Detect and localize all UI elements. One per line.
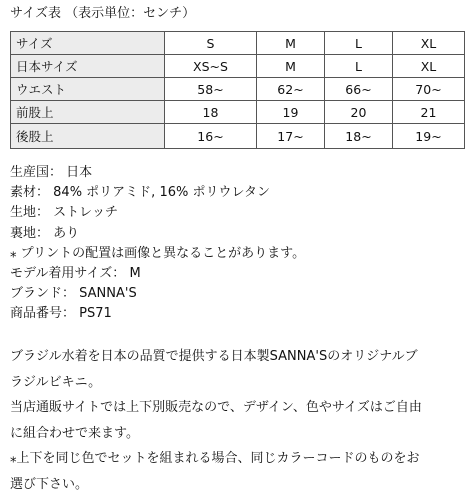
product-description: [10, 344, 470, 497]
description-line: 選び下さい。: [10, 476, 89, 492]
spec-material: [10, 183, 305, 203]
spec-value: ストレッチ: [53, 205, 119, 221]
table-row-japan-size: [11, 55, 465, 78]
table-cell: 19: [257, 101, 325, 124]
row-header: サイズ: [11, 32, 165, 55]
table-cell: 20: [325, 101, 393, 124]
table-cell: XS~S: [165, 55, 257, 78]
table-cell: 19~: [393, 124, 465, 149]
spec-model-size: [10, 264, 305, 284]
table-cell: L: [325, 55, 393, 78]
spec-value: PS71: [79, 306, 112, 322]
description-line: ラジルビキニ。: [10, 374, 102, 390]
table-cell: 18~: [325, 124, 393, 149]
table-cell: 62~: [257, 78, 325, 101]
spec-lining: [10, 224, 305, 244]
spec-label: 素材：: [10, 185, 50, 201]
description-line: 当店通販サイトでは上下別販売なので、デザイン、色やサイズはご自由: [10, 400, 422, 415]
spec-brand: [10, 284, 305, 304]
table-cell: XL: [393, 32, 465, 55]
size-table: [10, 31, 465, 149]
spec-label: モデル着用サイズ：: [10, 265, 126, 281]
spec-value: ⁎ プリントの配置は画像と異なることがあります。: [10, 245, 306, 261]
spec-print-note: [10, 244, 305, 264]
spec-fabric: [10, 203, 305, 223]
spec-label: 商品番号：: [10, 306, 76, 322]
table-row-front-rise: [11, 101, 465, 124]
spec-value: SANNA'S: [79, 286, 137, 302]
spec-label: ブランド：: [10, 286, 76, 302]
table-cell: M: [257, 32, 325, 55]
spec-value: 日本: [66, 165, 93, 180]
spec-country: [10, 163, 305, 183]
table-cell: L: [325, 32, 393, 55]
description-line: ブラジル水着を日本の品質で提供する日本製SANNA'Sのオリジナルブ: [10, 349, 418, 364]
table-cell: 17~: [257, 124, 325, 149]
table-row-size: [11, 32, 465, 55]
description-line: に組合わせで来ます。: [10, 425, 139, 441]
spec-label: 裏地：: [10, 225, 50, 241]
spec-item-number: [10, 304, 305, 324]
product-spec-list: [10, 163, 305, 325]
table-cell: S: [165, 32, 257, 55]
spec-label: 生地：: [10, 205, 50, 221]
table-row-back-rise: [11, 124, 465, 149]
description-line: ⁎上下を同じ色でセットを組まれる場合、同じカラーコードのものをお: [10, 451, 420, 466]
spec-label: 生産国：: [10, 165, 63, 180]
table-cell: XL: [393, 55, 465, 78]
row-header: 日本サイズ: [11, 55, 165, 78]
table-row-waist: [11, 78, 465, 101]
table-cell: 70~: [393, 78, 465, 101]
table-cell: 66~: [325, 78, 393, 101]
spec-value: M: [129, 265, 141, 281]
table-cell: M: [257, 55, 325, 78]
row-header: ウエスト: [11, 78, 165, 101]
size-chart-title: サイズ表 （表示単位：センチ）: [10, 6, 196, 21]
table-cell: 58~: [165, 78, 257, 101]
spec-value: あり: [53, 225, 80, 241]
table-cell: 18: [165, 101, 257, 124]
row-header: 前股上: [11, 101, 165, 124]
spec-value: 84% ポリアミド, 16% ポリウレタン: [53, 185, 270, 201]
row-header: 後股上: [11, 124, 165, 149]
table-cell: 21: [393, 101, 465, 124]
table-cell: 16~: [165, 124, 257, 149]
